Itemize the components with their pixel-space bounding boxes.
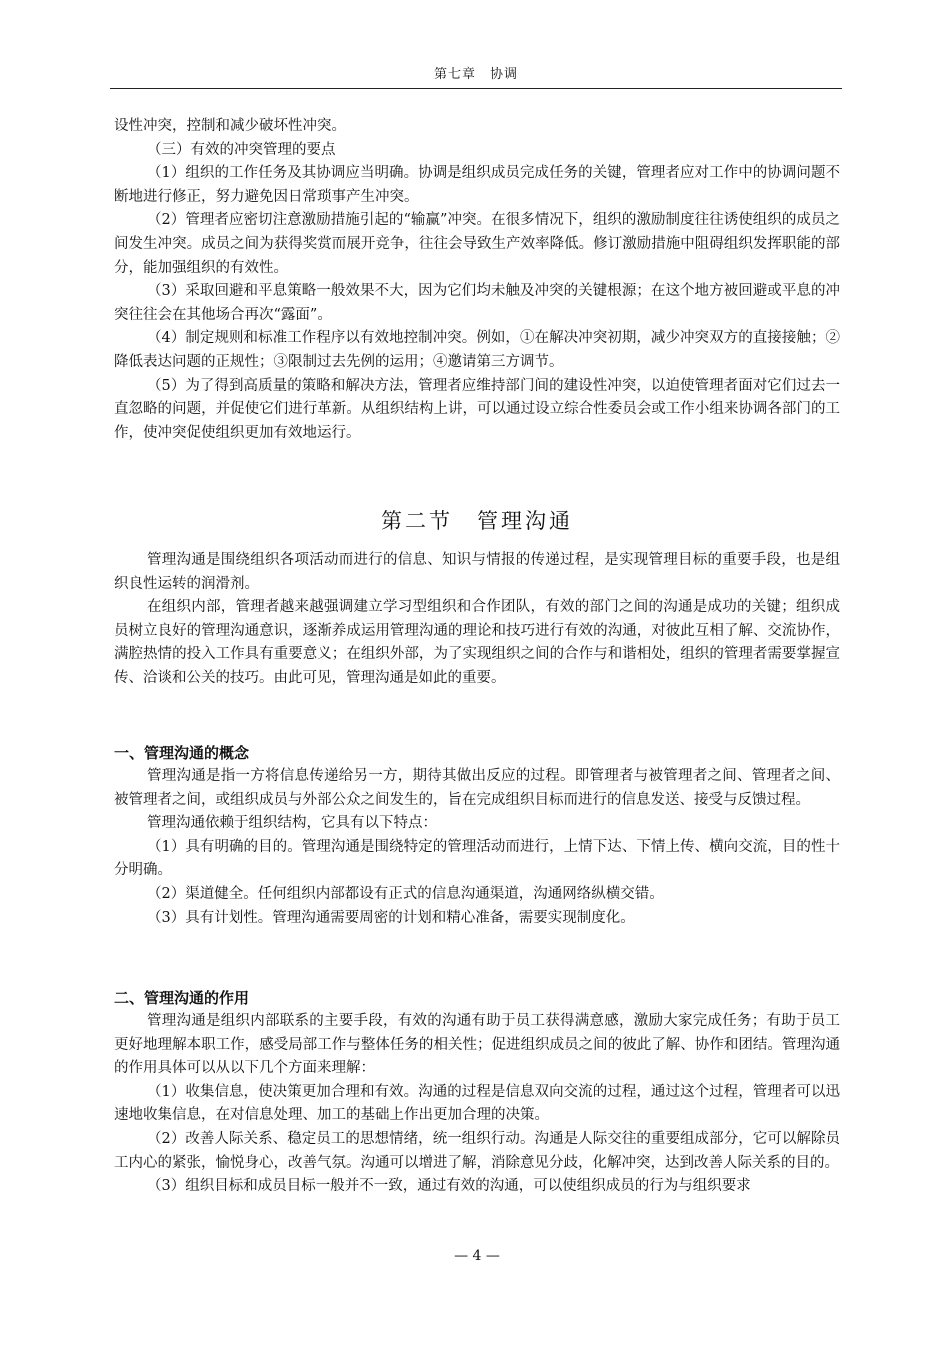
paragraph: （5）为了得到高质量的策略和解决方法，管理者应维持部门间的建设性冲突，以迫使管理者面对它们过去一直忽略的问题，并促使它们进行革新。从组织结构上讲，可以通过设立综合性委员会或工作小组来协调各部门的工作，使冲突促使组织更加有效地运行。 [114, 377, 840, 441]
page-number: — 4 — [454, 1248, 500, 1264]
paragraph: 设性冲突，控制和减少破坏性冲突。 [114, 118, 346, 134]
running-header: 第七章 协调 [433, 67, 518, 82]
paragraph-block-intro [114, 549, 840, 691]
subheading-function: 二、管理沟通的作用 [114, 989, 250, 1007]
paragraph-block-conflict [114, 115, 840, 445]
section-title: 第二节 管理沟通 [381, 509, 573, 533]
paragraph-block-concept [114, 765, 840, 930]
header-rule [110, 88, 842, 89]
paragraph: 管理沟通是指一方将信息传递给另一方，期待其做出反应的过程。即管理者与被管理者之间、管理者之间、被管理者之间，或组织成员与外部公众之间发生的，旨在完成组织目标而进行的信息发送、接受与反馈过程。 [114, 768, 840, 808]
paragraph: 管理沟通是围绕组织各项活动而进行的信息、知识与情报的传递过程，是实现管理目标的重要手段，也是组织良性运转的润滑剂。 [114, 552, 840, 592]
paragraph: （3）具有计划性。管理沟通需要周密的计划和精心准备，需要实现制度化。 [147, 909, 635, 926]
subheading-concept: 一、管理沟通的概念 [114, 744, 250, 762]
paragraph: （1）组织的工作任务及其协调应当明确。协调是组织成员完成任务的关键，管理者应对工作中的协调问题不断地进行修正，努力避免因日常琐事产生冲突。 [114, 165, 840, 205]
paragraph: （4）制定规则和标准工作程序以有效地控制冲突。例如，①在解决冲突初期，减少冲突双方的直接接触；②降低表达问题的正规性；③限制过去先例的运用；④邀请第三方调节。 [114, 330, 840, 370]
paragraph-block-function [114, 1010, 840, 1199]
paragraph: （1）收集信息，使决策更加合理和有效。沟通的过程是信息双向交流的过程，通过这个过程，管理者可以迅速地收集信息，在对信息处理、加工的基础上作出更加合理的决策。 [114, 1083, 840, 1124]
paragraph: （2）渠道健全。任何组织内部都设有正式的信息沟通渠道，沟通网络纵横交错。 [147, 885, 664, 902]
paragraph: （2）改善人际关系、稳定员工的思想情绪，统一组织行动。沟通是人际交往的重要组成部分，它可以解除员工内心的紧张，愉悦身心，改善气氛。沟通可以增进了解，消除意见分歧，化解冲突，达到改善人际关系的目的。 [114, 1130, 840, 1171]
paragraph: （3）组织目标和成员目标一般并不一致，通过有效的沟通，可以使组织成员的行为与组织要求 [147, 1178, 751, 1195]
paragraph: 管理沟通依赖于组织结构，它具有以下特点： [147, 815, 437, 832]
paragraph: 管理沟通是组织内部联系的主要手段，有效的沟通有助于员工获得满意感，激励大家完成任务；有助于员工更好地理解本职工作，感受局部工作与整体任务的相关性；促进组织成员之间的彼此了解、协作和团结。管理沟通的作用具体可以从以下几个方面来理解： [114, 1013, 840, 1077]
paragraph: （3）采取回避和平息策略一般效果不大，因为它们均未触及冲突的关键根源；在这个地方被回避或平息的冲突往往会在其他场合再次“露面”。 [114, 283, 840, 323]
paragraph: （1）具有明确的目的。管理沟通是围绕特定的管理活动而进行，上情下达、下情上传、横向交流，目的性十分明确。 [114, 838, 840, 879]
paragraph: （2）管理者应密切注意激励措施引起的“输赢”冲突。在很多情况下，组织的激励制度往往诱使组织的成员之间发生冲突。成员之间为获得奖赏而展开竞争，往往会导致生产效率降低。修订激励措施中阻碍组织发挥职能的部分，能加强组织的有效性。 [114, 212, 840, 276]
paragraph: 在组织内部，管理者越来越强调建立学习型组织和合作团队，有效的部门之间的沟通是成功的关键；组织成员树立良好的管理沟通意识，逐渐养成运用管理沟通的理论和技巧进行有效的沟通，对彼此互相了解、交流协作，满腔热情的投入工作具有重要意义；在组织外部，为了实现组织之间的合作与和谐相处，组织的管理者需要掌握宣传、洽谈和公关的技巧。由此可见，管理沟通是如此的重要。 [114, 599, 840, 686]
subsection-title: （三）有效的冲突管理的要点 [147, 141, 336, 158]
